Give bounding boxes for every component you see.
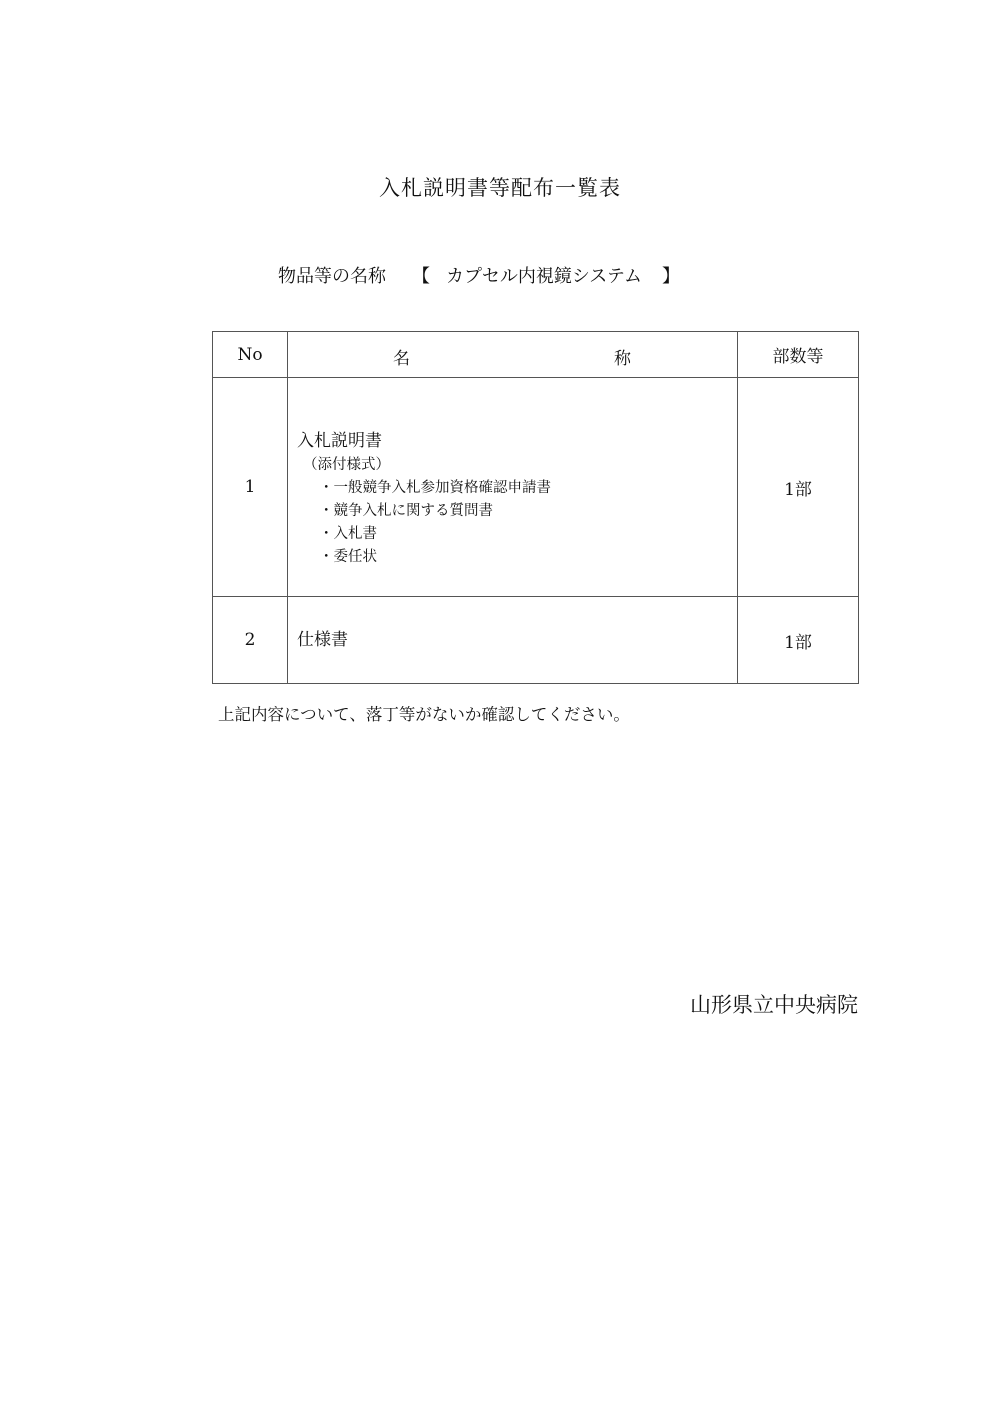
row-qty: 1部	[738, 378, 859, 597]
annex-label: （添付様式）	[303, 456, 390, 473]
header-no: No	[213, 332, 288, 378]
header-name-char-1: 名	[393, 349, 410, 369]
table-header-row	[213, 332, 859, 378]
annex-item: ・競争入札に関する質問書	[319, 502, 493, 519]
distribution-table	[212, 331, 859, 684]
item-close-bracket: 】	[662, 266, 681, 287]
header-name	[288, 332, 738, 378]
table-row	[213, 597, 859, 684]
row-no: 2	[213, 597, 288, 684]
item-name-value: カプセル内視鏡システム	[446, 266, 643, 287]
row-name-cell	[288, 378, 738, 597]
annex-item: ・委任状	[319, 548, 377, 565]
row-name: 仕様書	[297, 630, 348, 650]
header-qty: 部数等	[738, 332, 859, 378]
item-name-line	[278, 262, 680, 288]
document-title: 入札説明書等配布一覧表	[379, 176, 621, 200]
confirmation-note: 上記内容について、落丁等がないか確認してください。	[218, 705, 630, 724]
header-name-char-2: 称	[614, 349, 631, 369]
organization-name: 山形県立中央病院	[690, 993, 858, 1017]
annex-item: ・入札書	[319, 525, 377, 542]
annex-item: ・一般競争入札参加資格確認申請書	[319, 479, 551, 496]
row-qty: 1部	[738, 597, 859, 684]
table-row	[213, 378, 859, 597]
item-open-bracket: 【	[412, 266, 430, 287]
item-name-label: 物品等の名称	[278, 266, 386, 287]
row-no: 1	[213, 378, 288, 597]
row-name-cell	[288, 597, 738, 684]
row-name: 入札説明書	[297, 430, 382, 451]
